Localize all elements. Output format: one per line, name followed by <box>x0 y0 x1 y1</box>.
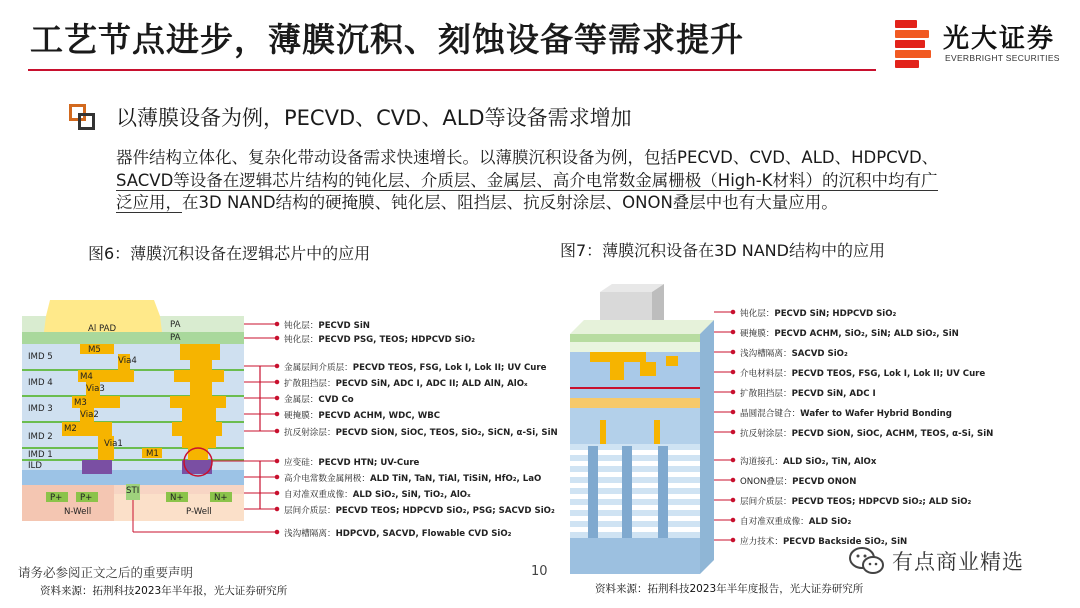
fig7-label-4: 介电材料层：PECVD TEOS, FSG, Lok I, Lok II; UV Cure <box>740 369 986 379</box>
n-well-label: N-Well <box>64 507 92 517</box>
n-plus-1-label: N+ <box>170 493 184 503</box>
fig6-label-3: 金属层间介质层：PECVD TEOS, FSG, Lok I, Lok II; UV Cure <box>284 363 547 373</box>
sti-label: STI <box>126 486 140 496</box>
body-line-1: 器件结构立体化、复杂化带动设备需求快速增长。以薄膜沉积设备为例，包括PECVD、CVD、ALD、HDPCVD、 <box>116 148 939 167</box>
imd3-label: IMD 3 <box>28 404 53 414</box>
p-plus-2-label: P+ <box>80 493 93 503</box>
fig6-label-9: 高介电常数金属闸极：ALD TiN, TaN, TiAl, TiSiN, HfO₂, LaO <box>284 474 542 484</box>
fig7-label-10: 层间介质层：PECVD TEOS; HDPCVD SiO₂; ALD SiO₂ <box>740 497 972 507</box>
watermark-text: 有点商业精选 <box>892 550 1024 574</box>
figure6-caption: 图6：薄膜沉积设备在逻辑芯片中的应用 <box>88 244 371 263</box>
page-number: 10 <box>531 564 548 579</box>
fig6-label-12: 浅沟槽隔离：HDPCVD, SACVD, Flowable CVD SiO₂ <box>284 529 512 539</box>
p-plus-1-label: P+ <box>50 493 63 503</box>
fig6-label-10: 自对准双重成像：ALD SiO₂, SiN, TiO₂, AlOₓ <box>284 490 471 500</box>
fig7-label-1: 钝化层：PECVD SiN; HDPCVD SiO₂ <box>740 309 897 319</box>
imd4-label: IMD 4 <box>28 378 53 388</box>
brand-logo <box>895 18 1070 70</box>
header-divider <box>28 69 876 71</box>
fig6-label-1: 钝化层：PECVD SiN <box>284 321 370 331</box>
fig6-label-7: 抗反射涂层：PECVD SiON, SiOC, TEOS, SiO₂, SiCN, α-Si, SiN <box>284 428 558 438</box>
via1-label: Via1 <box>104 439 123 449</box>
body-line-3-underlined: 泛应用， <box>116 193 182 212</box>
fig7-label-9: ONON叠层：PECVD ONON <box>740 477 857 487</box>
fig6-label-4: 扩散阻挡层：PECVD SiN, ADC I, ADC II; ALD AlN, AlOₓ <box>284 379 528 389</box>
fig7-label-5: 扩散阻挡层：PECVD SiN, ADC I <box>740 389 876 399</box>
disclaimer-text: 请务必参阅正文之后的重要声明 <box>18 565 194 580</box>
via4-label: Via4 <box>118 356 137 366</box>
figure7-caption: 图7：薄膜沉积设备在3D NAND结构中的应用 <box>560 241 885 260</box>
via3-label: Via3 <box>86 384 105 394</box>
fig7-label-8: 沟道接孔：ALD SiO₂, TiN, AlOx <box>740 457 877 467</box>
m3-label: M3 <box>74 398 87 408</box>
page-title: 工艺节点进步，薄膜沉积、刻蚀设备等需求提升 <box>30 20 744 59</box>
logo-name-en: EVERBRIGHT SECURITIES <box>945 53 1060 63</box>
fig6-label-2: 钝化层：PECVD PSG, TEOS; HDPCVD SiO₂ <box>284 335 476 345</box>
fig7-label-2: 硬掩膜：PECVD ACHM, SiO₂, SiN; ALD SiO₂, SiN <box>740 329 959 339</box>
fig6-label-6: 硬掩膜：PECVD ACHM, WDC, WBC <box>284 411 441 421</box>
pa-label-1: PA <box>170 320 181 330</box>
fig7-label-3: 浅沟槽隔离：SACVD SiO₂ <box>740 349 848 359</box>
logo-mark-icon <box>895 18 935 66</box>
wechat-icon <box>848 545 886 577</box>
fig6-label-5: 金属层：CVD Co <box>284 395 354 405</box>
m4-label: M4 <box>80 372 93 382</box>
fig6-label-8: 应变硅：PECVD HTN; UV-Cure <box>284 458 420 468</box>
fig7-label-11: 自对准双重成像：ALD SiO₂ <box>740 517 852 527</box>
fig7-label-7: 抗反射涂层：PECVD SiON, SiOC, ACHM, TEOS, α-Si, SiN <box>740 429 994 439</box>
n-plus-2-label: N+ <box>214 493 228 503</box>
3d-nand-cross-section <box>570 270 730 580</box>
m1-label: M1 <box>146 449 159 459</box>
imd1-label: IMD 1 <box>28 450 53 460</box>
figure7-source: 资料来源：拓荆科技2023年半年度报告，光大证券研究所 <box>595 583 864 595</box>
body-line-2: SACVD等设备在逻辑芯片结构的钝化层、介质层、金属层、高介电常数金属栅极（High-K材料）的沉积中均有广 <box>116 170 938 190</box>
square-bullet-icon <box>69 104 95 130</box>
watermark <box>848 543 1058 577</box>
body-line-3-rest: 在3D NAND结构的硬掩膜、钝化层、阻挡层、抗反射涂层、ONON叠层中也有大量应用。 <box>182 193 838 212</box>
imd2-label: IMD 2 <box>28 432 53 442</box>
fig7-label-12: 应力技术：PECVD Backside SiO₂, SiN <box>740 537 908 547</box>
figure7-3d-nand-diagram <box>570 270 1000 580</box>
via2-label: Via2 <box>80 410 99 420</box>
al-pad-label: Al PAD <box>88 324 117 334</box>
body-paragraph <box>116 147 1016 215</box>
section-heading: 以薄膜设备为例，PECVD、CVD、ALD等设备需求增加 <box>116 106 632 130</box>
pa-label-2: PA <box>170 333 181 343</box>
fig6-label-11: 层间介质层：PECVD TEOS; HDPCVD SiO₂, PSG; SACVD SiO₂ <box>284 506 555 516</box>
ild-label: ILD <box>28 461 42 471</box>
fig7-label-6: 晶圆混合键合：Wafer to Wafer Hybrid Bonding <box>740 409 952 419</box>
imd5-label: IMD 5 <box>28 352 53 362</box>
p-well-label: P-Well <box>186 507 212 517</box>
figure6-source: 资料来源：拓荆科技2023年半年报，光大证券研究所 <box>40 585 288 597</box>
m2-label: M2 <box>64 424 77 434</box>
m5-label: M5 <box>88 345 101 355</box>
logo-name-cn: 光大证券 <box>943 24 1056 54</box>
